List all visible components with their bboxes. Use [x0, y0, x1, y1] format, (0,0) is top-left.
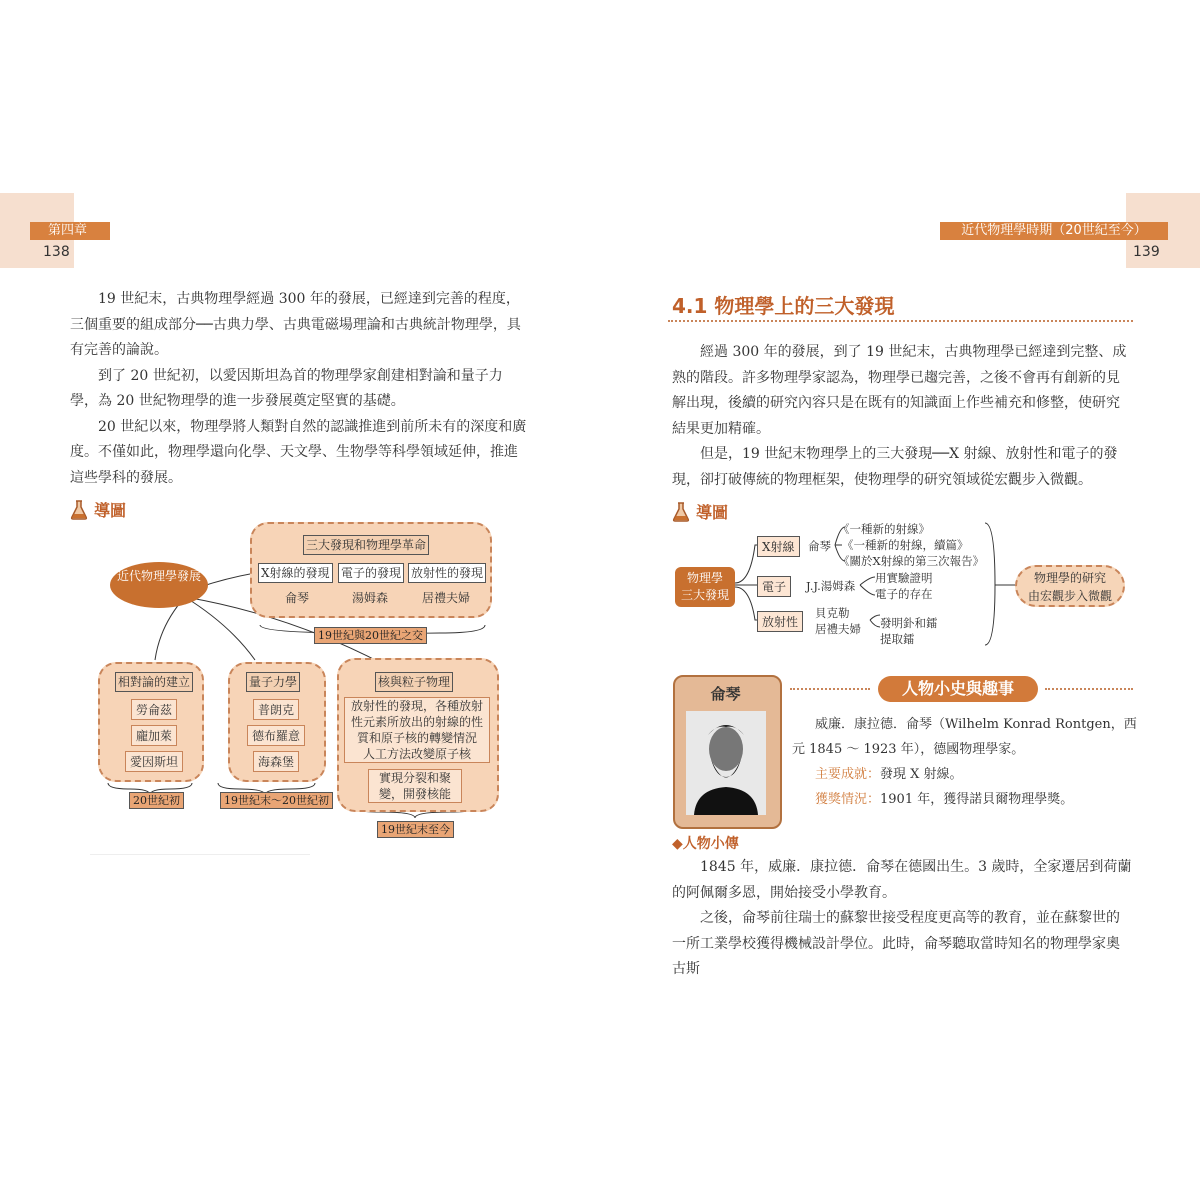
desc-line: 人工方法改變原子核 — [362, 747, 471, 761]
period-tag: 20世紀初 — [129, 792, 184, 809]
quantum-header: 量子力學 — [246, 672, 300, 692]
bio-intro-line: 元 1845 ～ 1923 年），德國物理學家。 — [792, 742, 1025, 757]
electron-note: 電子的存在 — [875, 587, 933, 601]
relativity-header: 相對論的建立 — [115, 672, 193, 692]
page-number-right: 139 — [1133, 244, 1160, 260]
guide-title: 導圖 — [696, 503, 729, 522]
node-electron: 電子 — [757, 576, 791, 597]
radio-person: 居禮夫婦 — [815, 622, 861, 636]
nuclear-description — [344, 697, 490, 763]
nuclear-header: 核與粒子物理 — [375, 672, 453, 692]
desc-line: 放射性的發現，各種放射 — [350, 699, 483, 713]
root-line: 物理學 — [686, 571, 723, 585]
electron-note: 用實驗證明 — [875, 571, 933, 585]
top-group-header: 三大發現和物理學革命 — [303, 535, 429, 555]
paragraph: 之後，侖琴前往瑞士的蘇黎世接受程度更高等的教育，並在蘇黎世的一所工業學校獲得機械設計學位。此時，侖琴聽取當時知名的物理學家奧古斯 — [672, 910, 1120, 977]
guide-title: 導圖 — [94, 501, 127, 520]
section-title: 4.1 物理學上的三大發現 — [672, 294, 895, 318]
xray-person: 侖琴 — [808, 539, 831, 553]
paragraph: 19 世紀末，古典物理學經過 300 年的發展，已經達到完善的程度，三個重要的組成部分──古典力學、古典電磁場理論和古典統計物理學，具有完善的論說。 — [70, 291, 521, 358]
conclusion-line: 由宏觀步入微觀 — [1027, 589, 1112, 603]
radio-note: 提取鐳 — [880, 632, 915, 646]
right-diagram-root — [675, 567, 735, 607]
result-line: 變，開發核能 — [378, 787, 451, 801]
person-einstein: 愛因斯坦 — [125, 751, 183, 772]
chapter-title: 近代物理學時期（20世紀至今） — [940, 222, 1168, 240]
achievement-value: 發現 X 射線。 — [880, 767, 963, 782]
bio-box-title: 人物小史與趣事 — [878, 676, 1038, 702]
period-tag: 19世紀與20世紀之交 — [314, 627, 427, 644]
portrait-icon — [686, 711, 766, 815]
node-xray: X射線 — [757, 536, 800, 557]
xray-work: 《一種新的射線》 — [838, 522, 930, 536]
desc-line: 質和原子核的轉變情況 — [356, 731, 477, 745]
right-body-text — [672, 340, 1132, 493]
person-curies: 居禮夫婦 — [422, 591, 471, 605]
person-thomson: 湯姆森 — [352, 591, 389, 605]
paragraph: 20 世紀以來，物理學將人類對自然的認識推進到前所未有的深度和廣度。不僅如此，物理學還向化學、天文學、生物學等科學領域延伸，推進這些學科的發展。 — [70, 418, 527, 486]
conclusion-line: 物理學的研究 — [1033, 571, 1106, 585]
conclusion-capsule — [1015, 565, 1125, 607]
bio-name: 侖琴 — [710, 685, 741, 703]
person-debroglie: 德布羅意 — [247, 725, 305, 746]
nuclear-result — [368, 769, 462, 803]
paragraph: 經過 300 年的發展，到了 19 世紀末，古典物理學已經達到完整、成熟的階段。許多物理學家認為，物理學已趨完善，之後不會再有創新的見解出現，後續的研究內容只是在既有的知識面上作些補充和修整，使研究結果更加精確。 — [672, 344, 1127, 437]
discovery-radioactivity: 放射性的發現 — [408, 563, 486, 583]
award-label: 獲獎情況： — [815, 792, 881, 807]
period-tag: 19世紀末～20世紀初 — [220, 792, 333, 809]
discovery-xray: X射線的發現 — [258, 563, 333, 583]
discovery-electron: 電子的發現 — [338, 563, 404, 583]
electron-person: J.J.湯姆森 — [806, 579, 856, 593]
period-tag: 19世紀末至今 — [377, 821, 454, 838]
person-poincare: 龐加萊 — [131, 725, 177, 746]
radio-note: 發明釙和鐳 — [880, 616, 938, 630]
result-line: 實現分裂和聚 — [378, 771, 451, 785]
radio-person: 貝克勒 — [815, 606, 850, 620]
flask-icon — [70, 500, 88, 520]
section-underline — [668, 320, 1133, 322]
xray-work: 《一種新的射線，續篇》 — [842, 538, 969, 552]
person-heisenberg: 海森堡 — [253, 751, 299, 772]
paragraph: 但是，19 世紀末物理學上的三大發現──X 射線、放射性和電子的發現，卻打破傳統的物理框架，使物理學的研究領域從宏觀步入微觀。 — [672, 446, 1118, 488]
diagram-root-node: 近代物理學發展 — [110, 562, 208, 608]
node-radioactivity: 放射性 — [757, 611, 803, 632]
person-planck: 普朗克 — [253, 699, 299, 720]
bio-heading: ◆人物小傳 — [672, 836, 739, 852]
root-line: 三大發現 — [680, 588, 729, 602]
xray-work: 《關於X射線的第三次報告》 — [838, 554, 985, 568]
bio-award — [815, 787, 1073, 813]
paragraph: 到了 20 世紀初，以愛因斯坦為首的物理學家創建相對論和量子力學，為 20 世紀物理學的進一步發展奠定堅實的基礎。 — [70, 367, 503, 409]
achievement-label: 主要成就： — [815, 767, 881, 782]
person-lorentz: 勞侖茲 — [131, 699, 177, 720]
bio-intro-line: 威廉．康拉德．侖琴（Wilhelm Konrad Rontgen，西 — [815, 717, 1137, 732]
award-value: 1901 年，獲得諾貝爾物理學獎。 — [880, 792, 1074, 807]
bio-dotted-rule — [1045, 688, 1133, 690]
bio-achievement — [815, 762, 963, 788]
chapter-label: 第四章 — [30, 222, 110, 240]
page-number-left: 138 — [43, 244, 70, 260]
portrait-image — [686, 711, 766, 815]
bio-dotted-rule — [790, 688, 870, 690]
paragraph: 1845 年，威廉．康拉德．侖琴在德國出生。3 歲時，全家遷居到荷蘭的阿佩爾多恩，開始接受小學教育。 — [672, 859, 1132, 901]
bio-body-text — [672, 855, 1132, 983]
left-body-text — [70, 287, 530, 491]
person-rontgen: 侖琴 — [285, 591, 310, 605]
desc-line: 性元素所放出的射線的性 — [350, 715, 483, 729]
